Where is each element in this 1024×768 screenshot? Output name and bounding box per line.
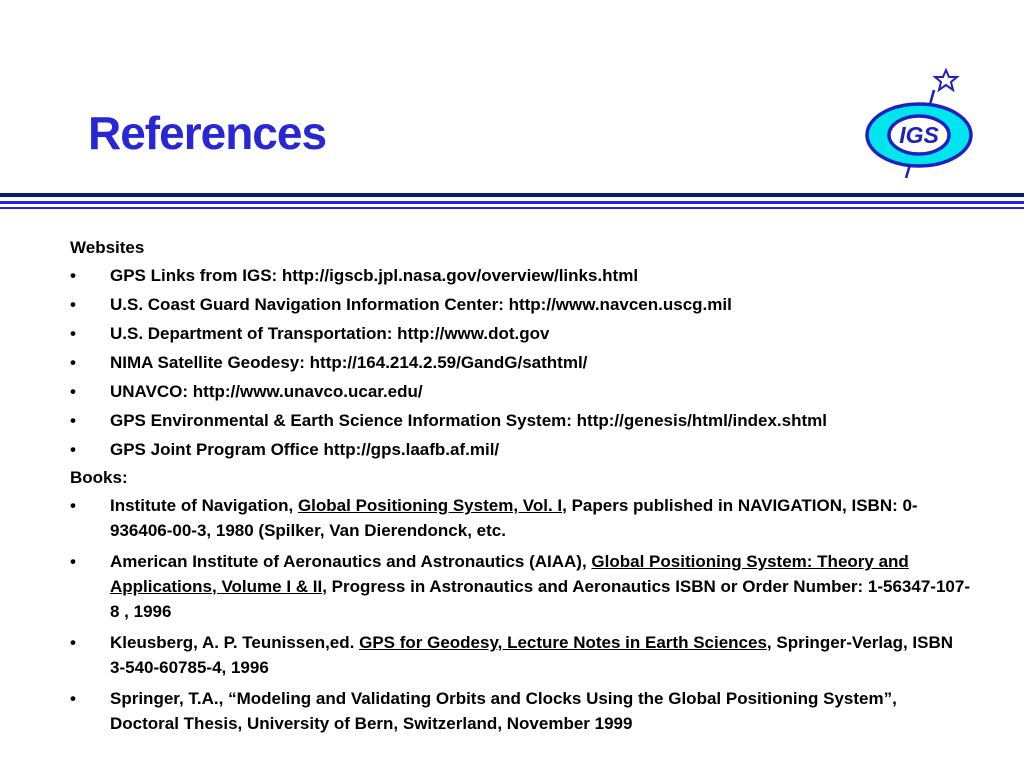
title-rule-bottom	[0, 207, 1024, 209]
bullet: •	[70, 295, 76, 314]
bullet: •	[70, 382, 76, 401]
title-rule-middle	[0, 201, 1024, 204]
websites-list	[70, 263, 970, 463]
references-content	[70, 236, 970, 742]
books-list	[70, 493, 970, 736]
book-text-after: , Springer-Verlag, ISBN 3-540-60785-4, 1996	[110, 633, 954, 677]
book-title: Global Positioning System, Vol. I	[297, 496, 563, 515]
website-item	[70, 321, 970, 347]
book-item	[70, 549, 970, 624]
bullet: •	[70, 633, 76, 652]
bullet: •	[70, 324, 76, 343]
website-item	[70, 437, 970, 463]
bullet: •	[70, 496, 76, 515]
bullet: •	[70, 353, 76, 372]
book-text-before: Kleusberg, A. P. Teunissen,ed.	[110, 633, 360, 652]
title-rule-top	[0, 193, 1024, 197]
book-title: Global Positioning System: Theory and Applications, Volume I & II	[110, 552, 909, 596]
igs-logo	[860, 66, 980, 190]
website-text: U.S. Department of Transportation: http://www.dot.gov	[110, 324, 550, 343]
website-text: NIMA Satellite Geodesy: http://164.214.2.59/GandG/sathtml/	[110, 353, 588, 372]
book-text-before: American Institute of Aeronautics and Astronautics (AIAA),	[110, 552, 592, 571]
bullet: •	[70, 689, 76, 708]
book-text-before: Institute of Navigation,	[110, 496, 298, 515]
book-title: GPS for Geodesy, Lecture Notes in Earth Sciences	[359, 633, 767, 652]
books-heading: Books:	[70, 468, 128, 487]
websites-heading: Websites	[70, 238, 145, 257]
website-text: GPS Links from IGS: http://igscb.jpl.nasa.gov/overview/links.html	[110, 266, 639, 285]
bullet: •	[70, 440, 76, 459]
website-item	[70, 263, 970, 289]
book-text-after: , Papers published in NAVIGATION, ISBN: 0-936406-00-3, 1980 (Spilker, Van Dierendonck, etc.	[110, 496, 918, 540]
website-item	[70, 379, 970, 405]
logo-text: IGS	[899, 122, 939, 148]
bullet: •	[70, 411, 76, 430]
bullet: •	[70, 266, 76, 285]
website-item	[70, 350, 970, 376]
book-item	[70, 686, 970, 736]
website-text: GPS Environmental & Earth Science Information System: http://genesis/html/index.shtml	[110, 411, 827, 430]
book-text: Springer, T.A., “Modeling and Validating Orbits and Clocks Using the Global Positioning System”, Doctoral Thesis, University of Bern, Switzerland, November 1999	[110, 689, 897, 733]
igs-logo-graphic	[860, 66, 980, 190]
page-title: References	[88, 107, 327, 159]
star-icon	[935, 70, 957, 90]
website-item	[70, 292, 970, 318]
book-text-after: , Progress in Astronautics and Aeronautics ISBN or Order Number: 1-56347-107-8 , 1996	[110, 577, 970, 621]
book-item	[70, 493, 970, 543]
bullet: •	[70, 552, 76, 571]
website-item	[70, 408, 970, 434]
website-text: GPS Joint Program Office http://gps.laafb.af.mil/	[110, 440, 500, 459]
website-text: UNAVCO: http://www.unavco.ucar.edu/	[110, 382, 423, 401]
website-text: U.S. Coast Guard Navigation Information Center: http://www.navcen.uscg.mil	[110, 295, 732, 314]
book-item	[70, 630, 970, 680]
